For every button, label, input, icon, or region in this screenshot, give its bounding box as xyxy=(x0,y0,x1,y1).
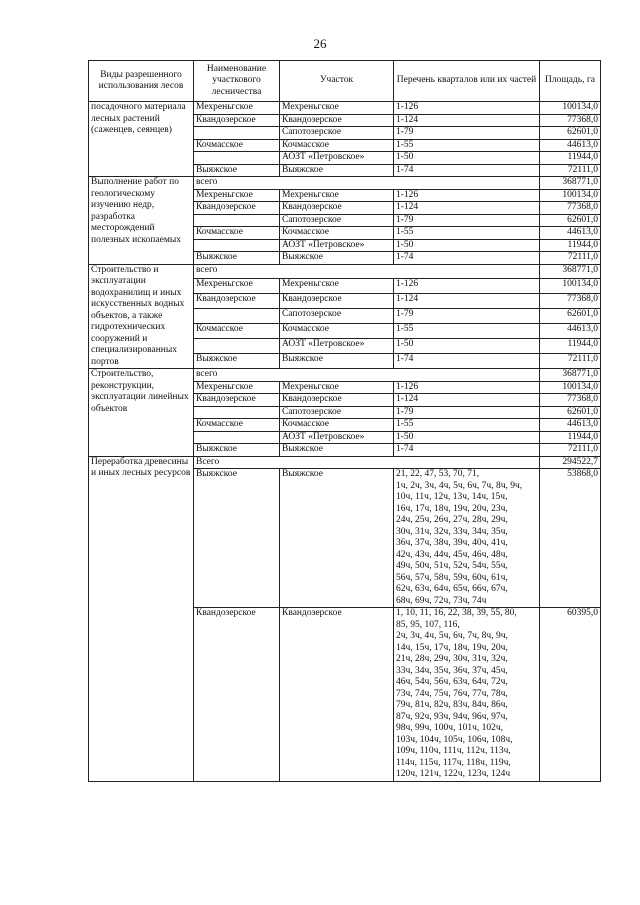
area-cell: 44613,0 xyxy=(540,324,601,339)
district-cell: АОЗТ «Петровское» xyxy=(280,239,394,252)
quarters-line: 21, 22, 47, 53, 70, 71, xyxy=(396,469,480,479)
quarters-cell: 1-126 xyxy=(394,102,540,115)
total-label: Всего xyxy=(194,456,540,469)
quarters-cell: 1-79 xyxy=(394,406,540,419)
quarters-cell: 1-124 xyxy=(394,114,540,127)
quarters-cell: 1-79 xyxy=(394,127,540,140)
area-cell: 44613,0 xyxy=(540,227,601,240)
area-cell: 77368,0 xyxy=(540,114,601,127)
district-cell: Мехреньгское xyxy=(280,189,394,202)
forestry-cell: Квандозерское xyxy=(194,394,280,407)
forestry-cell: Выяжское xyxy=(194,164,280,177)
quarters-line: 24ч, 25ч, 26ч, 27ч, 28ч, 29ч, xyxy=(396,515,508,525)
quarters-line: 2ч, 3ч, 4ч, 5ч, 6ч, 7ч, 8ч, 9ч, xyxy=(396,631,508,641)
quarters-line: 10ч, 11ч, 12ч, 13ч, 14ч, 15ч, xyxy=(396,492,508,502)
quarters-line: 73ч, 74ч, 75ч, 76ч, 77ч, 78ч, xyxy=(396,688,508,699)
area-cell: 11944,0 xyxy=(540,339,601,354)
area-cell: 72111,0 xyxy=(540,252,601,265)
forestry-cell: Мехреньгское xyxy=(194,102,280,115)
quarters-line: 46ч, 54ч, 56ч, 63ч, 64ч, 72ч, xyxy=(396,677,508,687)
area-cell: 11944,0 xyxy=(540,239,601,252)
quarters-cell: 1-55 xyxy=(394,227,540,240)
quarters-cell: 1-126 xyxy=(394,189,540,202)
header-use-type: Виды разрешенного использования лесов xyxy=(89,61,194,102)
forestry-cell: Выяжское xyxy=(194,444,280,457)
district-cell: Сапотозерское xyxy=(280,309,394,324)
quarters-line: 79ч, 81ч, 82ч, 83ч, 84ч, 86ч, xyxy=(396,700,508,710)
district-cell: Кочмасское xyxy=(280,324,394,339)
area-cell: 62601,0 xyxy=(540,309,601,324)
quarters-cell: 1-79 xyxy=(394,214,540,227)
area-cell: 77368,0 xyxy=(540,294,601,309)
forestry-cell xyxy=(194,406,280,419)
quarters-cell: 1-124 xyxy=(394,202,540,215)
total-row xyxy=(89,369,601,382)
forestry-cell xyxy=(194,127,280,140)
total-row xyxy=(89,177,601,190)
district-cell: Сапотозерское xyxy=(280,127,394,140)
table-row xyxy=(89,102,601,115)
quarters-line: 16ч, 17ч, 18ч, 19ч, 20ч, 23ч, xyxy=(396,503,508,514)
quarters-line: 87ч, 92ч, 93ч, 94ч, 96ч, 97ч, xyxy=(396,711,508,722)
district-cell: Кочмасское xyxy=(280,139,394,152)
total-area: 294522,7 xyxy=(540,456,601,469)
area-cell: 53868,0 xyxy=(540,469,601,608)
header-district: Участок xyxy=(280,61,394,102)
quarters-cell: 1-74 xyxy=(394,252,540,265)
forestry-cell: Выяжское xyxy=(194,469,280,608)
use-type-cell: Строительство и эксплуатации водохранилищ и иных искусственных водных объектов, а также гидротехнических сооружений и специализированных портов xyxy=(89,264,194,369)
quarters-line: 1, 10, 11, 16, 22, 38, 39, 55, 80, xyxy=(396,608,517,618)
area-cell: 62601,0 xyxy=(540,127,601,140)
quarters-cell: 1-79 xyxy=(394,309,540,324)
quarters-line: 103ч, 104ч, 105ч, 106ч, 108ч, xyxy=(396,734,513,745)
area-cell: 11944,0 xyxy=(540,152,601,165)
table-body xyxy=(89,102,601,782)
quarters-line: 33ч, 34ч, 35ч, 36ч, 37ч, 45ч, xyxy=(396,665,508,676)
forestry-cell: Выяжское xyxy=(194,252,280,265)
area-cell: 100134,0 xyxy=(540,279,601,294)
quarters-line: 98ч, 99ч, 100ч, 101ч, 102ч, xyxy=(396,723,504,733)
quarters-cell: 1-50 xyxy=(394,339,540,354)
forestry-cell xyxy=(194,152,280,165)
quarters-line: 30ч, 31ч, 32ч, 33ч, 34ч, 35ч, xyxy=(396,526,508,537)
area-cell: 100134,0 xyxy=(540,381,601,394)
area-cell: 72111,0 xyxy=(540,444,601,457)
quarters-line: 114ч, 115ч, 117ч, 118ч, 119ч, xyxy=(396,757,511,768)
forest-use-table xyxy=(88,60,601,782)
area-cell: 77368,0 xyxy=(540,394,601,407)
district-cell: АОЗТ «Петровское» xyxy=(280,152,394,165)
quarters-cell xyxy=(394,608,540,782)
header-quarters: Перечень кварталов или их частей xyxy=(394,61,540,102)
forestry-cell: Квандозерское xyxy=(194,202,280,215)
area-cell: 62601,0 xyxy=(540,214,601,227)
quarters-cell: 1-124 xyxy=(394,294,540,309)
quarters-line: 62ч, 63ч, 64ч, 65ч, 66ч, 67ч, xyxy=(396,584,508,594)
quarters-line: 21ч, 28ч, 29ч, 30ч, 31ч, 32ч, xyxy=(396,654,508,664)
quarters-cell: 1-55 xyxy=(394,324,540,339)
quarters-line: 49ч, 50ч, 51ч, 52ч, 54ч, 55ч, xyxy=(396,561,508,571)
quarters-cell: 1-50 xyxy=(394,239,540,252)
forestry-cell: Кочмасское xyxy=(194,227,280,240)
district-cell: Выяжское xyxy=(280,252,394,265)
header-area: Площадь, га xyxy=(540,61,601,102)
district-cell: Квандозерское xyxy=(280,608,394,782)
forestry-cell: Квандозерское xyxy=(194,114,280,127)
district-cell: Мехреньгское xyxy=(280,102,394,115)
district-cell: Квандозерское xyxy=(280,394,394,407)
forestry-cell xyxy=(194,214,280,227)
use-type-cell: посадочного материала лесных растений (саженцев, сеянцев) xyxy=(89,102,194,177)
total-row xyxy=(89,264,601,279)
total-label: всего xyxy=(194,264,540,279)
district-cell: Выяжское xyxy=(280,469,394,608)
quarters-cell: 1-50 xyxy=(394,431,540,444)
district-cell: Сапотозерское xyxy=(280,406,394,419)
quarters-line: 14ч, 15ч, 17ч, 18ч, 19ч, 20ч, xyxy=(396,642,508,653)
quarters-line: 36ч, 37ч, 38ч, 39ч, 40ч, 41ч, xyxy=(396,538,508,548)
quarters-line: 56ч, 57ч, 58ч, 59ч, 60ч, 61ч, xyxy=(396,572,508,583)
quarters-cell xyxy=(394,469,540,608)
district-cell: АОЗТ «Петровское» xyxy=(280,339,394,354)
quarters-cell: 1-55 xyxy=(394,139,540,152)
district-cell: Выяжское xyxy=(280,164,394,177)
forestry-cell: Мехреньгское xyxy=(194,189,280,202)
district-cell: Сапотозерское xyxy=(280,214,394,227)
area-cell: 44613,0 xyxy=(540,139,601,152)
district-cell: Квандозерское xyxy=(280,114,394,127)
district-cell: Мехреньгское xyxy=(280,279,394,294)
use-type-cell: Переработка древесины и иных лесных ресурсов xyxy=(89,456,194,781)
quarters-cell: 1-74 xyxy=(394,164,540,177)
forestry-cell xyxy=(194,339,280,354)
forestry-cell: Мехреньгское xyxy=(194,279,280,294)
area-cell: 62601,0 xyxy=(540,406,601,419)
quarters-cell: 1-74 xyxy=(394,354,540,369)
use-type-cell: Выполнение работ по геологическому изучению недр, разработка месторождений полезных ископаемых xyxy=(89,177,194,265)
total-area: 368771,0 xyxy=(540,264,601,279)
quarters-cell: 1-124 xyxy=(394,394,540,407)
area-cell: 72111,0 xyxy=(540,354,601,369)
forestry-cell: Выяжское xyxy=(194,354,280,369)
area-cell: 60395,0 xyxy=(540,608,601,782)
area-cell: 100134,0 xyxy=(540,189,601,202)
area-cell: 100134,0 xyxy=(540,102,601,115)
district-cell: Кочмасское xyxy=(280,227,394,240)
forestry-cell: Кочмасское xyxy=(194,419,280,432)
forestry-cell xyxy=(194,239,280,252)
quarters-cell: 1-55 xyxy=(394,419,540,432)
table-header-row xyxy=(89,61,601,102)
forestry-cell: Квандозерское xyxy=(194,608,280,782)
district-cell: Квандозерское xyxy=(280,294,394,309)
quarters-line: 68ч, 69ч, 72ч, 73ч, 74ч xyxy=(396,595,487,606)
district-cell: Кочмасское xyxy=(280,419,394,432)
quarters-line: 1ч, 2ч, 3ч, 4ч, 5ч, 6ч, 7ч, 8ч, 9ч, xyxy=(396,480,523,491)
forestry-cell: Кочмасское xyxy=(194,324,280,339)
quarters-cell: 1-50 xyxy=(394,152,540,165)
area-cell: 11944,0 xyxy=(540,431,601,444)
forestry-cell xyxy=(194,309,280,324)
total-area: 368771,0 xyxy=(540,369,601,382)
district-cell: Мехреньгское xyxy=(280,381,394,394)
use-type-cell: Строительство, реконструкции, эксплуатации линейных объектов xyxy=(89,369,194,457)
quarters-line: 85, 95, 107, 116, xyxy=(396,619,460,630)
district-cell: Квандозерское xyxy=(280,202,394,215)
quarters-line: 109ч, 110ч, 111ч, 112ч, 113ч, xyxy=(396,746,511,756)
area-cell: 72111,0 xyxy=(540,164,601,177)
forestry-cell: Мехреньгское xyxy=(194,381,280,394)
total-row xyxy=(89,456,601,469)
district-cell: АОЗТ «Петровское» xyxy=(280,431,394,444)
total-area: 368771,0 xyxy=(540,177,601,190)
total-label: всего xyxy=(194,177,540,190)
quarters-line: 120ч, 121ч, 122ч, 123ч, 124ч xyxy=(396,769,511,779)
forestry-cell: Кочмасское xyxy=(194,139,280,152)
quarters-cell: 1-74 xyxy=(394,444,540,457)
quarters-cell: 1-126 xyxy=(394,381,540,394)
page-number: 26 xyxy=(313,36,327,51)
total-label: всего xyxy=(194,369,540,382)
quarters-cell: 1-126 xyxy=(394,279,540,294)
forestry-cell xyxy=(194,431,280,444)
district-cell: Выяжское xyxy=(280,444,394,457)
area-cell: 44613,0 xyxy=(540,419,601,432)
forestry-cell: Квандозерское xyxy=(194,294,280,309)
quarters-line: 42ч, 43ч, 44ч, 45ч, 46ч, 48ч, xyxy=(396,549,508,560)
district-cell: Выяжское xyxy=(280,354,394,369)
area-cell: 77368,0 xyxy=(540,202,601,215)
header-forestry: Наименование участкового лесничества xyxy=(194,61,280,102)
